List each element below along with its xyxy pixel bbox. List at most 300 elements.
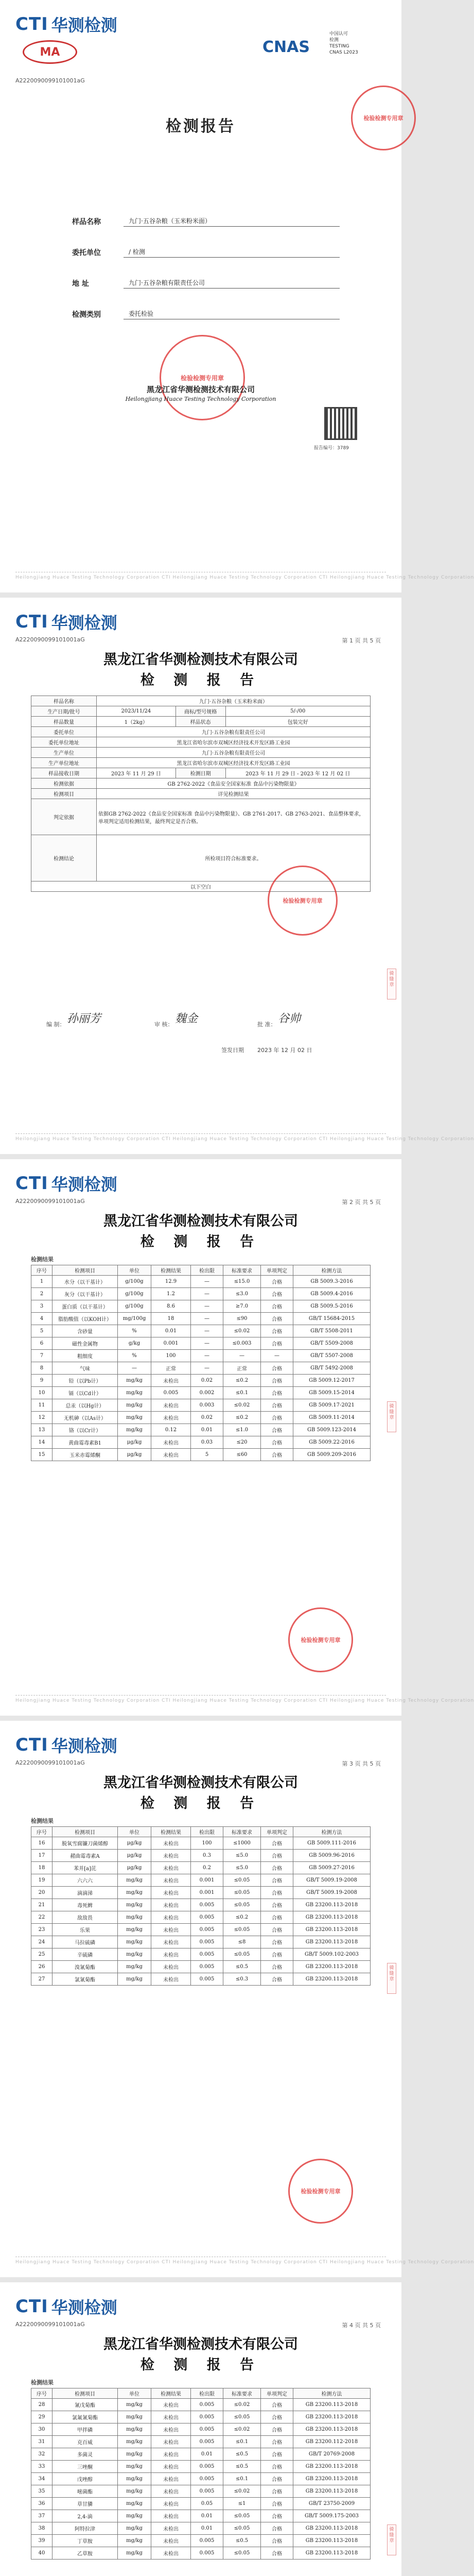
table-cell: ≤0.2 <box>223 1412 261 1424</box>
col-header: 标准要求 <box>223 1265 261 1276</box>
table-row <box>31 737 371 748</box>
table-row <box>31 1850 371 1862</box>
table-cell: 合格 <box>261 1288 293 1300</box>
brand-cn: 华测检测 <box>51 1736 117 1756</box>
table-cell: g/100g <box>118 1288 151 1300</box>
table-cell: g/100g <box>118 1276 151 1288</box>
col-header: 检测结果 <box>151 1827 191 1837</box>
table-cell: 5 <box>191 1449 223 1461</box>
table-cell: 未检出 <box>151 2411 191 2424</box>
table-cell: GB 23200.113-2018 <box>293 2399 371 2411</box>
table-row <box>31 1300 371 1313</box>
table-cell: 3 <box>31 1300 52 1313</box>
table-cell: mg/kg <box>118 2510 151 2522</box>
table-row <box>31 2498 371 2510</box>
table-cell: 9 <box>31 1375 52 1387</box>
table-cell: 合格 <box>261 1862 293 1874</box>
page3-stamp <box>288 2159 353 2224</box>
table-cell: 13 <box>31 1424 52 1436</box>
table-cell: 0.03 <box>191 1436 223 1449</box>
table-row <box>31 2448 371 2461</box>
table-cell: ≤0.05 <box>223 2411 261 2424</box>
table-cell: GB 23200.113-2018 <box>293 1924 371 1936</box>
seam-stamp: 骑缝章 <box>387 1401 396 1432</box>
table-cell: GB 23200.113-2018 <box>293 2473 371 2485</box>
table-cell: 0.005 <box>191 1924 223 1936</box>
col-header: 单项判定 <box>261 2388 293 2399</box>
table-row <box>31 778 371 789</box>
table-cell: 合格 <box>261 2510 293 2522</box>
table-cell: 17 <box>31 1850 52 1862</box>
table-cell: GB 23200.113-2018 <box>293 1911 371 1924</box>
page2-stamp <box>288 1607 353 1672</box>
table-cell: μg/kg <box>118 1837 151 1850</box>
field-value: 委托检验 <box>124 309 340 319</box>
table-cell: 无机砷（以As计） <box>52 1412 118 1424</box>
report-number: A2220090099101001aG <box>15 1759 85 1766</box>
table-cell: ≤0.05 <box>223 1874 261 1887</box>
table-cell: 辛硫磷 <box>52 1948 118 1961</box>
table-cell: 0.005 <box>151 1387 191 1399</box>
table-cell: GB 23200.113-2018 <box>293 2547 371 2560</box>
brand-cti: CTI <box>15 1173 48 1194</box>
table-cell: 19 <box>31 1874 52 1887</box>
table-cell: 0.05 <box>191 2498 223 2510</box>
table-cell: 0.005 <box>191 1961 223 1973</box>
table-cell: 未检出 <box>151 2498 191 2510</box>
table-row <box>31 799 371 835</box>
table-cell: ≤0.05 <box>223 2510 261 2522</box>
table-cell: 100 <box>151 1350 191 1362</box>
stamp-text: 检验检测专用章 <box>301 2188 341 2195</box>
section-title: 检测结果 <box>31 2379 54 2386</box>
table-cell: 合格 <box>261 1424 293 1436</box>
stamp-text: 检验检测专用章 <box>180 374 224 382</box>
field-value: 九门·五谷杂粮（玉米粉米面） <box>124 216 340 227</box>
table-cell: mg/kg <box>118 1887 151 1899</box>
table-cell: ≤0.2 <box>223 1375 261 1387</box>
table-cell: 0.01 <box>191 2510 223 2522</box>
cell-label: 委托单位地址 <box>31 737 97 748</box>
table-row <box>31 1449 371 1461</box>
table-row <box>31 1325 371 1337</box>
table-header-row <box>31 2388 371 2399</box>
table-cell: 合格 <box>261 1948 293 1961</box>
results-table <box>31 1826 371 1986</box>
table-cell: 未检出 <box>151 1948 191 1961</box>
table-cell: 39 <box>31 2535 52 2547</box>
table-cell: 氰戊菊酯 <box>52 2399 118 2411</box>
table-cell: 0.005 <box>191 2411 223 2424</box>
table-cell: ≤0.3 <box>223 1973 261 1986</box>
table-cell: 乙草胺 <box>52 2547 118 2560</box>
table-cell: GB/T 15684-2015 <box>293 1313 371 1325</box>
cell-label: 生产日期/批号 <box>31 706 97 717</box>
table-row <box>31 1973 371 1986</box>
table-cell: 戊唑醇 <box>52 2473 118 2485</box>
table-cell: mg/kg <box>118 1911 151 1924</box>
table-row <box>31 1350 371 1362</box>
table-row <box>31 2424 371 2436</box>
table-cell: ≤8 <box>223 1936 261 1948</box>
table-row <box>31 1276 371 1288</box>
col-header: 检测方法 <box>293 1265 371 1276</box>
table-cell: ≤3.0 <box>223 1288 261 1300</box>
table-cell: 合格 <box>261 1961 293 1973</box>
brand-logo <box>15 1172 117 1195</box>
table-cell: mg/kg <box>118 1387 151 1399</box>
table-cell: 合格 <box>261 2411 293 2424</box>
table-cell: GB/T 5009.175-2003 <box>293 2510 371 2522</box>
table-cell: 0.01 <box>191 2448 223 2461</box>
table-cell: GB 23200.113-2018 <box>293 2411 371 2424</box>
table-cell: 脱氧雪腐镰刀菌烯醇 <box>52 1837 118 1850</box>
table-cell: 合格 <box>261 1911 293 1924</box>
table-cell: 29 <box>31 2411 52 2424</box>
table-cell: 未检出 <box>151 1899 191 1911</box>
company-title: 黑龙江省华测检测技术有限公司 <box>103 1775 298 1791</box>
table-cell: 0.005 <box>191 2485 223 2498</box>
table-cell: 21 <box>31 1899 52 1911</box>
issue-date: 2023 年 12 月 02 日 <box>257 1047 312 1054</box>
cell-label: 样品名称 <box>31 696 97 706</box>
footer-text: Heilongjiang Huace Testing Technology Corporation CTI Heilongjiang Huace Testing Technology Corporation CTI Heilongjiang Huace Testing Technology Corporation <box>15 1698 474 1703</box>
table-cell: 六六六 <box>52 1874 118 1887</box>
table-header-row <box>31 1827 371 1837</box>
table-cell: μg/kg <box>118 1449 151 1461</box>
table-cell: GB 5009.12-2017 <box>293 1375 371 1387</box>
table-cell: GB/T 5009.19-2008 <box>293 1887 371 1899</box>
table-row <box>31 1362 371 1375</box>
cover-field-client <box>72 247 340 258</box>
table-cell: 合格 <box>261 2424 293 2436</box>
table-cell: 合格 <box>261 1387 293 1399</box>
table-cell: — <box>191 1288 223 1300</box>
col-header: 单项判定 <box>261 1827 293 1837</box>
table-cell: ≤0.05 <box>223 1924 261 1936</box>
table-cell: — <box>191 1350 223 1362</box>
cell-value: 九门·五谷杂粮有限责任公司 <box>97 748 371 758</box>
table-cell: GB 23200.113-2018 <box>293 2522 371 2535</box>
table-cell: GB 5009.5-2016 <box>293 1300 371 1313</box>
table-cell: 38 <box>31 2522 52 2535</box>
table-cell: 脂肪酸值（以KOH计） <box>52 1313 118 1325</box>
col-header: 单位 <box>118 2388 151 2399</box>
col-header: 序号 <box>31 1827 52 1837</box>
table-cell: 15 <box>31 1449 52 1461</box>
table-cell: mg/kg <box>118 2436 151 2448</box>
table-cell: mg/kg <box>118 2448 151 2461</box>
table-cell: 1 <box>31 1276 52 1288</box>
brand-logo <box>15 12 117 36</box>
issue-note: 签发日期 <box>221 1047 244 1054</box>
table-cell: 0.02 <box>191 1375 223 1387</box>
table-cell: 12 <box>31 1412 52 1424</box>
col-header: 检出限 <box>191 2388 223 2399</box>
report-title: 检 测 报 告 <box>140 1234 261 1250</box>
table-cell: GB/T 5009.102-2003 <box>293 1948 371 1961</box>
cell-value: GB 2762-2022《食品安全国家标准 食品中污染物限量》 <box>97 778 371 789</box>
table-cell: 未检出 <box>151 2522 191 2535</box>
table-row <box>31 1313 371 1325</box>
company-title: 黑龙江省华测检测技术有限公司 <box>103 652 298 668</box>
table-row <box>31 1387 371 1399</box>
table-cell: 0.005 <box>191 2473 223 2485</box>
table-cell: 含砂量 <box>52 1325 118 1337</box>
page-number: 第 3 页 共 5 页 <box>342 1760 381 1767</box>
table-cell: ≤0.1 <box>223 2473 261 2485</box>
table-cell: 丁草胺 <box>52 2535 118 2547</box>
table-cell: 合格 <box>261 2461 293 2473</box>
table-cell: — <box>191 1276 223 1288</box>
table-cell: mg/kg <box>118 2399 151 2411</box>
table-cell: mg/kg <box>118 1961 151 1973</box>
table-cell: 0.005 <box>191 2424 223 2436</box>
table-cell: 0.005 <box>191 2399 223 2411</box>
table-row <box>31 2473 371 2485</box>
table-cell: mg/kg <box>118 1874 151 1887</box>
table-cell: 未检出 <box>151 1412 191 1424</box>
table-cell: 合格 <box>261 2535 293 2547</box>
table-cell: 合格 <box>261 1276 293 1288</box>
table-cell: 合格 <box>261 1337 293 1350</box>
col-header: 检出限 <box>191 1265 223 1276</box>
table-cell: mg/kg <box>118 2535 151 2547</box>
table-cell: 合格 <box>261 2399 293 2411</box>
table-cell: 27 <box>31 1973 52 1986</box>
brand-logo <box>15 2295 117 2318</box>
table-cell: 未检出 <box>151 2424 191 2436</box>
table-row <box>31 1911 371 1924</box>
table-cell: 水分（以干基计） <box>52 1276 118 1288</box>
table-cell: ≤1000 <box>223 1837 261 1850</box>
table-cell: 2,4-滴 <box>52 2510 118 2522</box>
seam-stamp: 骑缝章 <box>387 1963 396 1994</box>
table-cell: GB 5009.11-2014 <box>293 1412 371 1424</box>
field-value: / 检测 <box>124 247 340 258</box>
field-label: 地 址 <box>72 280 89 288</box>
table-cell: GB 23200.113-2018 <box>293 2424 371 2436</box>
table-cell: 30 <box>31 2424 52 2436</box>
brand-cti: CTI <box>15 2296 48 2317</box>
cell-label: 检测依据 <box>31 778 97 789</box>
table-cell: 100 <box>191 1837 223 1850</box>
table-row <box>31 1936 371 1948</box>
table-cell: GB/T 23750-2009 <box>293 2498 371 2510</box>
cover-field-category <box>72 309 340 319</box>
table-cell: 苯并[a]芘 <box>52 1862 118 1874</box>
footer-text: Heilongjiang Huace Testing Technology Corporation CTI Heilongjiang Huace Testing Technology Corporation CTI Heilongjiang Huace Testing Technology Corporation <box>15 575 474 580</box>
report-page-3 <box>0 1721 474 2277</box>
footer-text: Heilongjiang Huace Testing Technology Corporation CTI Heilongjiang Huace Testing Technology Corporation CTI Heilongjiang Huace Testing Technology Corporation <box>15 2260 474 2265</box>
table-cell: 铬（以Cr计） <box>52 1424 118 1436</box>
sample-info-table <box>31 696 371 892</box>
table-cell: mg/kg <box>118 2424 151 2436</box>
cnas-line: TESTING <box>329 44 349 49</box>
report-title: 检 测 报 告 <box>140 672 261 688</box>
sign-label-review: 审 核： <box>154 1021 173 1028</box>
table-cell: 多菌灵 <box>52 2448 118 2461</box>
table-cell: 0.01 <box>191 1424 223 1436</box>
report-number: A2220090099101001aG <box>15 636 85 643</box>
table-cell: 合格 <box>261 2498 293 2510</box>
cnas-badge <box>262 31 376 72</box>
table-cell: 未检出 <box>151 2448 191 2461</box>
cell-value: 黑龙江省哈尔滨市双城区经济技术开发区路工业园 <box>97 758 371 768</box>
table-cell: ≤0.5 <box>223 2461 261 2473</box>
table-cell: 20 <box>31 1887 52 1899</box>
cell-label: 检测日期 <box>175 768 225 778</box>
table-cell: ≤0.05 <box>223 1887 261 1899</box>
table-cell: 镉（以Cd计） <box>52 1387 118 1399</box>
ma-badge <box>23 40 77 64</box>
table-cell: 氯氟氰菊酯 <box>52 2411 118 2424</box>
table-cell: 22 <box>31 1911 52 1924</box>
table-cell: 未检出 <box>151 1850 191 1862</box>
table-cell: 14 <box>31 1436 52 1449</box>
table-cell: ≤0.003 <box>223 1337 261 1350</box>
table-cell: 合格 <box>261 1412 293 1424</box>
table-cell: ≤0.1 <box>223 2436 261 2448</box>
table-cell: 37 <box>31 2510 52 2522</box>
qr-caption: 报告编号：3789 <box>314 446 349 451</box>
report-number-label <box>15 77 85 84</box>
results-table <box>31 2388 371 2560</box>
table-cell: ≤0.02 <box>223 2399 261 2411</box>
table-cell: 合格 <box>261 1436 293 1449</box>
table-cell: ≤5.0 <box>223 1850 261 1862</box>
footer-text: Heilongjiang Huace Testing Technology Corporation CTI Heilongjiang Huace Testing Technology Corporation CTI Heilongjiang Huace Testing Technology Corporation <box>15 1137 474 1142</box>
cell-label: 样品数量 <box>31 717 97 727</box>
table-cell: 26 <box>31 1961 52 1973</box>
table-cell: 0.005 <box>191 1911 223 1924</box>
table-cell: 8 <box>31 1362 52 1375</box>
table-cell: — <box>223 1350 261 1362</box>
cell-label: 检测项目 <box>31 789 97 799</box>
table-cell: GB 23200.113-2018 <box>293 2461 371 2473</box>
table-cell: 草甘膦 <box>52 2498 118 2510</box>
table-cell: 合格 <box>261 2436 293 2448</box>
table-cell: ≤0.02 <box>223 2424 261 2436</box>
table-cell: 合格 <box>261 1325 293 1337</box>
table-cell: 合格 <box>261 1375 293 1387</box>
qr-code <box>324 407 357 440</box>
table-cell: GB 23200.112-2018 <box>293 2436 371 2448</box>
col-header: 检测项目 <box>52 1265 118 1276</box>
cover-field-address <box>72 278 340 289</box>
cell-value: 黑龙江省哈尔滨市双城区经济技术开发区路工业园 <box>97 737 371 748</box>
table-cell: 0.005 <box>191 2535 223 2547</box>
table-cell: g/kg <box>118 1337 151 1350</box>
table-cell: 35 <box>31 2485 52 2498</box>
brand-cn: 华测检测 <box>51 15 117 35</box>
stamp-text: 检验检测专用章 <box>301 1637 341 1643</box>
report-page-4 <box>0 2282 401 2576</box>
table-cell: ≥7.0 <box>223 1300 261 1313</box>
table-cell: mg/kg <box>118 1924 151 1936</box>
table-cell: 合格 <box>261 1887 293 1899</box>
table-row <box>31 2436 371 2448</box>
table-cell: 12.9 <box>151 1276 191 1288</box>
cover-title: 检测报告 <box>166 117 236 135</box>
table-cell: GB 23200.113-2018 <box>293 1961 371 1973</box>
cell-value: 包装完好 <box>225 717 370 727</box>
section-title: 检测结果 <box>31 1818 54 1824</box>
table-cell: 未检出 <box>151 2436 191 2448</box>
table-cell: 粗细度 <box>52 1350 118 1362</box>
table-cell: — <box>191 1300 223 1313</box>
table-cell: mg/kg <box>118 2461 151 2473</box>
brand-cn: 华测检测 <box>51 1175 117 1194</box>
table-cell: GB 23200.113-2018 <box>293 2485 371 2498</box>
section-title: 检测结果 <box>31 1256 54 1263</box>
table-cell: 28 <box>31 2399 52 2411</box>
table-row <box>31 1887 371 1899</box>
table-cell: 蛋白质（以干基计） <box>52 1300 118 1313</box>
table-cell: GB 5009.123-2014 <box>293 1424 371 1436</box>
table-cell: GB/T 5509-2008 <box>293 1337 371 1350</box>
table-cell: 0.01 <box>191 2522 223 2535</box>
table-cell: 氯氰菊酯 <box>52 1973 118 1986</box>
table-cell: GB/T 5507-2008 <box>293 1350 371 1362</box>
table-cell: % <box>118 1350 151 1362</box>
table-cell: 合格 <box>261 1399 293 1412</box>
table-cell: 未检出 <box>151 1436 191 1449</box>
cell-value: 详见检测结果 <box>97 789 371 799</box>
cell-label: 生产单位地址 <box>31 758 97 768</box>
table-cell: ≤90 <box>223 1313 261 1325</box>
table-cell: 0.001 <box>191 1874 223 1887</box>
report-title: 检 测 报 告 <box>140 2357 261 2373</box>
table-cell: 0.002 <box>191 1387 223 1399</box>
table-cell: 未检出 <box>151 2461 191 2473</box>
cell-value: 依据GB 2762-2022《食品安全国家标准 食品中污染物限量》、GB 2761-2017、GB 2763-2021、食品整体要求，单项判定适用检测结果，最终判定是否合格。 <box>97 799 371 835</box>
table-row <box>31 1961 371 1973</box>
table-cell: GB/T 5492-2008 <box>293 1362 371 1375</box>
table-cell: 未检出 <box>151 2399 191 2411</box>
table-cell: 0.003 <box>191 1399 223 1412</box>
table-cell: GB/T 5508-2011 <box>293 1325 371 1337</box>
cnas-line: CNAS L2023 <box>329 50 358 55</box>
col-header: 检测结果 <box>151 2388 191 2399</box>
cell-label: 样品接收日期 <box>31 768 97 778</box>
sign-label-compile: 编 制： <box>46 1021 65 1028</box>
cnas-logo: CNAS <box>262 38 310 56</box>
table-cell: mg/kg <box>118 1936 151 1948</box>
table-cell: ≤1 <box>223 2498 261 2510</box>
table-cell: ≤1.0 <box>223 1424 261 1436</box>
table-cell: 4 <box>31 1313 52 1325</box>
table-row <box>31 2411 371 2424</box>
signature-review: 魏金 <box>175 1012 198 1025</box>
table-row <box>31 2461 371 2473</box>
table-cell: 0.005 <box>191 1973 223 1986</box>
table-cell: GB 5009.4-2016 <box>293 1288 371 1300</box>
table-cell: ≤5.0 <box>223 1862 261 1874</box>
table-cell: mg/kg <box>118 1399 151 1412</box>
table-cell: mg/kg <box>118 2411 151 2424</box>
page-number: 第 1 页 共 5 页 <box>342 637 381 644</box>
table-cell: 0.12 <box>151 1424 191 1436</box>
table-cell: 未检出 <box>151 2485 191 2498</box>
brand-cti: CTI <box>15 14 48 35</box>
table-cell: 甲拌磷 <box>52 2424 118 2436</box>
cell-value: 5/-/00 <box>225 706 370 717</box>
table-row <box>31 1399 371 1412</box>
table-cell: GB/T 20769-2008 <box>293 2448 371 2461</box>
table-cell: ≤0.05 <box>223 1899 261 1911</box>
table-row <box>31 706 371 717</box>
